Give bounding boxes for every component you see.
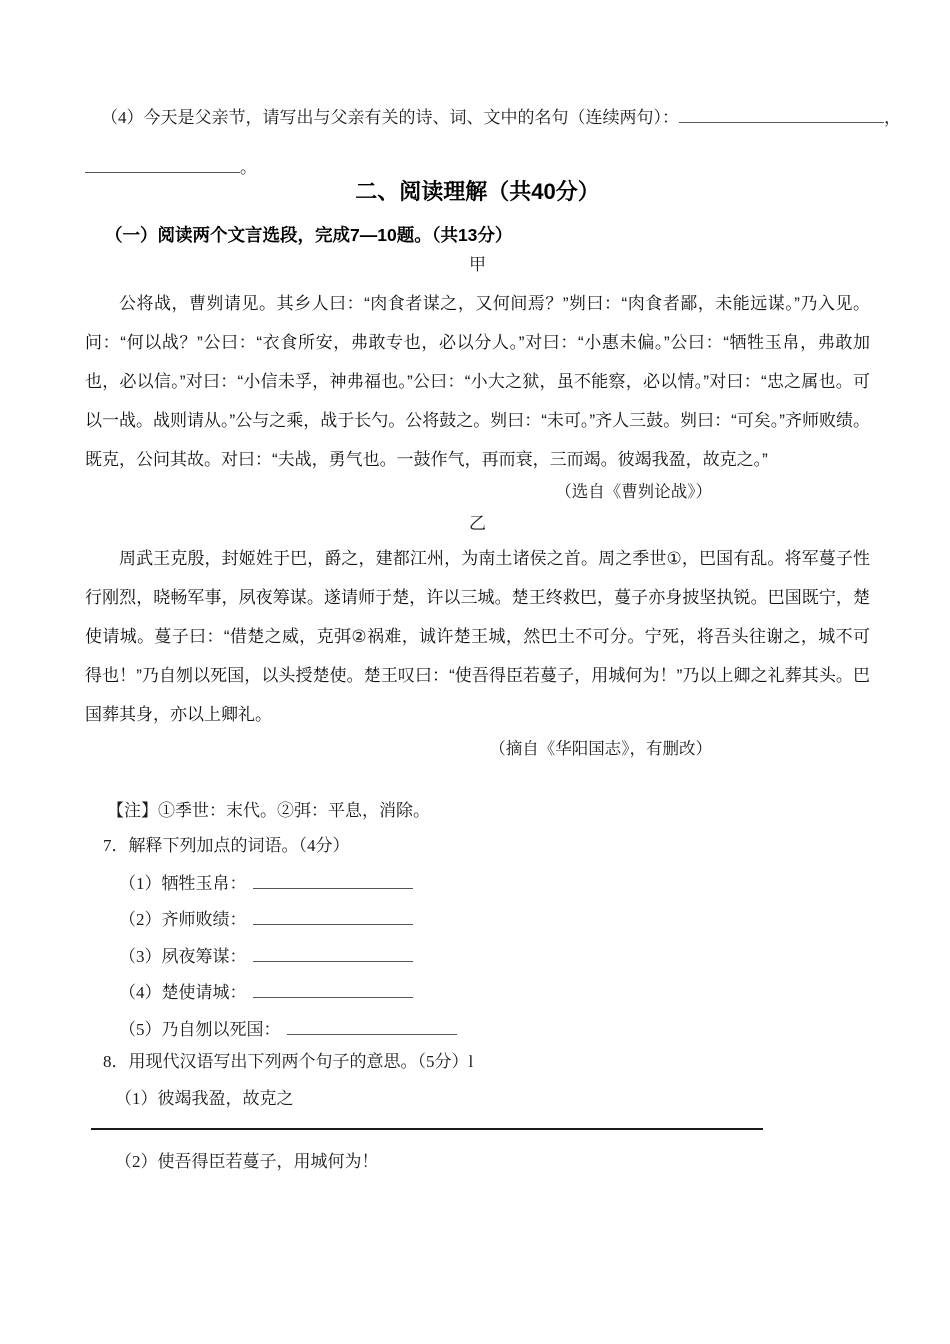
part-heading: （一）阅读两个文言选段，完成7—10题。（共13分） bbox=[105, 225, 513, 245]
question-4-text: （4）今天是父亲节，请写出与父亲有关的诗、词、文中的名句（连续两句）： bbox=[101, 108, 679, 127]
question-7-item-2 bbox=[85, 907, 870, 932]
question-7-item-4 bbox=[85, 980, 870, 1005]
question-7-stem: 7．解释下列加点的词语。（4分） bbox=[103, 836, 350, 855]
question-7-item-label: （5）乃自刎以死国： bbox=[119, 1019, 281, 1039]
question-4-line bbox=[85, 105, 901, 131]
question-7-item-label: （1）牺牲玉帛： bbox=[119, 873, 247, 893]
answer-blank bbox=[253, 984, 413, 998]
passage-a-text: 公将战，曹刿请见。其乡人曰：“肉食者谋之，又何间焉？”刿曰：“肉食者鄙，未能远谋。”乃入见。问：“何以战？”公曰：“衣食所安，弗敢专也，必以分人。”对曰：“小惠未偏。”公曰：“牺牲玉帛，弗敢加也，必以信。”对曰：“小信未孚，神弗福也。”公曰：“小大之狱，虽不能察，必以情。”对曰：“忠之属也。可以一战。战则请从。”公与之乘，战于长勺。公将鼓之。刿曰：“未可。”齐人三鼓。刿曰：“可矣。”齐师败绩。既克，公问其故。对曰：“夫战，勇气也。一鼓作气，再而衰，三而竭。彼竭我盈，故克之。” bbox=[85, 294, 870, 469]
question-7-item-label: （4）楚使请城： bbox=[119, 983, 247, 1002]
question-7-item-label: （2）齐师败绩： bbox=[119, 910, 247, 929]
answer-blank bbox=[253, 911, 413, 925]
passage-a-source: （选自《曹刿论战》） bbox=[555, 482, 712, 501]
passage-b-text: 周武王克殷，封姬姓于巴，爵之，建都江州，为南土诸侯之首。周之季世①，巴国有乱。将军蔓子性行刚烈，晓畅军事，夙夜筹谋。遂请师于楚，许以三城。楚王终救巴，蔓子亦身披坚执锐。巴国既宁，楚使请城。蔓子曰：“借楚之威，克弭②祸难，诚许楚王城，然巴土不可分。宁死，将吾头往谢之，城不可得也！”乃自刎以死国，以头授楚使。楚王叹曰：“使吾得臣若蔓子，用城何为！”乃以上卿之礼葬其头。巴国葬其身，亦以上卿礼。 bbox=[85, 549, 870, 724]
answer-blank bbox=[253, 947, 413, 961]
passage-b-source: （摘自《华阳国志》，有删改） bbox=[489, 739, 712, 758]
section-heading: 二、阅读理解（共40分） bbox=[355, 179, 600, 204]
answer-blank bbox=[679, 109, 884, 123]
answer-line bbox=[91, 1128, 763, 1130]
question-8-item-1: （1）彼竭我盈，故克之 bbox=[115, 1088, 294, 1108]
question-7-item-3 bbox=[85, 944, 870, 969]
question-7-item-label: （3）夙夜筹谋： bbox=[119, 946, 247, 966]
answer-blank bbox=[287, 1020, 457, 1034]
note-line: 【注】①季世：末代。②弭：平息，消除。 bbox=[107, 801, 430, 820]
question-7-item-5 bbox=[85, 1017, 870, 1042]
question-7-item-1 bbox=[85, 871, 870, 896]
passage-b-label: 乙 bbox=[469, 514, 486, 533]
question-4-comma: ， bbox=[884, 108, 901, 127]
question-4-period: 。 bbox=[240, 158, 257, 177]
answer-blank bbox=[85, 159, 240, 173]
passage-a-label: 甲 bbox=[469, 255, 486, 274]
answer-blank bbox=[253, 874, 413, 888]
question-8-item-2: （2）使吾得臣若蔓子，用城何为！ bbox=[115, 1151, 379, 1171]
question-8-stem: 8．用现代汉语写出下列两个句子的意思。（5分）l bbox=[103, 1051, 474, 1071]
